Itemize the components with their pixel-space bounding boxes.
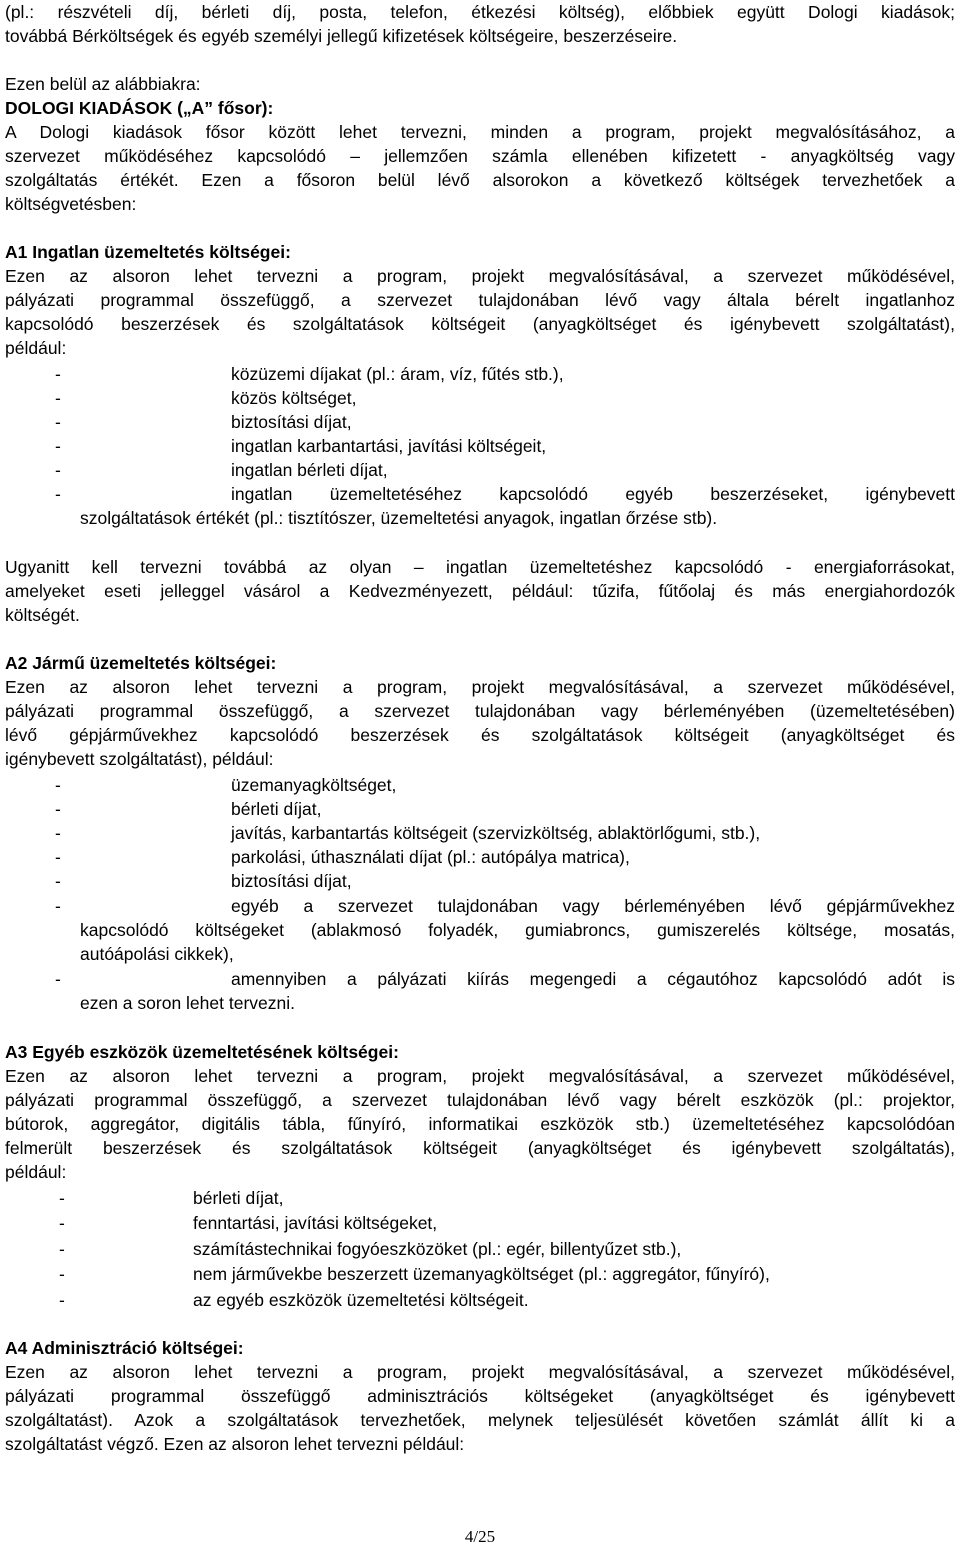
bullet-dash: - xyxy=(55,871,61,891)
a1-line: például: xyxy=(5,338,67,358)
dologi-line: szervezet működéséhez kapcsolódó – jellemzően számla ellenében kifizetett - anyagköltség vagy xyxy=(5,146,955,166)
bullet-dash: - xyxy=(55,436,61,456)
bullet-dash: - xyxy=(55,412,61,432)
bullet-dash: - xyxy=(59,1188,65,1208)
a4-line: szolgáltatást végző. Ezen az alsoron lehet tervezni például: xyxy=(5,1434,465,1454)
bullet-dash: - xyxy=(55,896,61,916)
a4-heading: A4 Adminisztráció költségei: xyxy=(5,1338,244,1358)
bullet-dash: - xyxy=(55,823,61,843)
list-item: - bérleti díjat, xyxy=(59,1188,284,1208)
bullet-dash: - xyxy=(59,1239,65,1259)
a4-line: szolgáltatást). Azok a szolgáltatások tervezhetőek, melynek teljesülését követően számlát állít ki a xyxy=(5,1410,955,1430)
dologi-line: költségvetésben: xyxy=(5,194,137,214)
bullet-dash: - xyxy=(55,969,61,989)
bullet-dash: - xyxy=(59,1290,65,1310)
intro-line-1: (pl.: részvételi díj, bérleti díj, posta, telefon, étkezési költség), előbbiek együtt Dologi kiadások; xyxy=(5,2,955,22)
a2-heading: A2 Jármű üzemeltetés költségei: xyxy=(5,653,277,673)
intro-line-2: továbbá Bérköltségek és egyéb személyi jellegű kifizetések költségeire, beszerzéseire. xyxy=(5,26,678,46)
bullet-dash: - xyxy=(59,1213,65,1233)
list-item: - parkolási, úthasználati díjat (pl.: autópálya matrica), xyxy=(55,847,630,867)
bullet-dash: - xyxy=(55,364,61,384)
a1-para-line: költségét. xyxy=(5,605,80,625)
page-number: 4/25 xyxy=(464,1527,496,1546)
a2-line: igénybevett szolgáltatást), például: xyxy=(5,749,274,769)
list-item: - bérleti díjat, xyxy=(55,799,322,819)
bullet-dash: - xyxy=(55,847,61,867)
bullet-dash: - xyxy=(55,484,61,504)
a2-line: pályázati programmal összefüggő, a szervezet tulajdonában vagy bérleményében (üzemeltetésében) xyxy=(5,701,955,721)
list-item: - közös költséget, xyxy=(55,388,357,408)
a3-line: például: xyxy=(5,1162,67,1182)
a1-heading: A1 Ingatlan üzemeltetés költségei: xyxy=(5,242,291,262)
bullet-dash: - xyxy=(55,775,61,795)
a1-para-line: amelyeket eseti jelleggel vásárol a Kedvezményezett, például: tűzifa, fűtőolaj és más energiahordozók xyxy=(5,581,955,601)
a1-line: kapcsolódó beszerzések és szolgáltatások költségeit (anyagköltséget és igénybevett szolgáltatást), xyxy=(5,314,955,334)
dologi-line: szolgáltatás értékét. Ezen a fősoron belül lévő alsorokon a következő költségek tervezhetőek a xyxy=(5,170,955,190)
a1-line: pályázati programmal összefüggő, a szervezet tulajdonában lévő vagy általa bérelt ingatlanhoz xyxy=(5,290,955,310)
dologi-line: A Dologi kiadások fősor között lehet tervezni, minden a program, projekt megvalósításához, a xyxy=(5,122,955,142)
a3-line: bútorok, aggregátor, digitális tábla, fűnyíró, informatikai eszközök stb.) üzemeltetéséhez kapcsolódóan xyxy=(5,1114,955,1134)
list-item: - ingatlan karbantartási, javítási költségeit, xyxy=(55,436,547,456)
a3-line: Ezen az alsoron lehet tervezni a program, projekt megvalósításával, a szervezet működésével, xyxy=(5,1066,955,1086)
list-item: - közüzemi díjakat (pl.: áram, víz, fűtés stb.), xyxy=(55,364,564,384)
a2-line: Ezen az alsoron lehet tervezni a program, projekt megvalósításával, a szervezet működésével, xyxy=(5,677,955,697)
a3-line: felmerült beszerzések és szolgáltatások költségeit (anyagköltséget és igénybevett szolgáltatás), xyxy=(5,1138,955,1158)
list-item: - nem járművekbe beszerzett üzemanyagköltséget (pl.: aggregátor, fűnyíró), xyxy=(59,1264,770,1284)
list-item: - számítástechnikai fogyóeszközöket (pl.: egér, billentyűzet stb.), xyxy=(59,1239,682,1259)
list-item: - az egyéb eszközök üzemeltetési költségeit. xyxy=(59,1290,529,1310)
bullet-dash: - xyxy=(55,460,61,480)
a1-line: Ezen az alsoron lehet tervezni a program, projekt megvalósításával, a szervezet működésével, xyxy=(5,266,955,286)
list-item: - üzemanyagköltséget, xyxy=(55,775,397,795)
list-item: - biztosítási díjat, xyxy=(55,412,352,432)
list-item: - javítás, karbantartás költségeit (szervizköltség, ablaktörlőgumi, stb.), xyxy=(55,823,761,843)
bullet-dash: - xyxy=(59,1264,65,1284)
a2-line: lévő gépjárművekhez kapcsolódó beszerzések és szolgáltatások költségeit (anyagköltséget és xyxy=(5,725,955,745)
a3-heading: A3 Egyéb eszközök üzemeltetésének költségei: xyxy=(5,1042,399,1062)
list-item-continuation: autóápolási cikkek), xyxy=(80,944,234,964)
list-item: - egyéb a szervezet tulajdonában vagy bérleményében lévő gépjárművekhez xyxy=(55,896,955,916)
a4-line: Ezen az alsoron lehet tervezni a program, projekt megvalósításával, a szervezet működésével, xyxy=(5,1362,955,1382)
list-item-continuation: ezen a soron lehet tervezni. xyxy=(80,993,295,1013)
dologi-lead: Ezen belül az alábbiakra: xyxy=(5,74,201,94)
dologi-heading: DOLOGI KIADÁSOK („A” fősor): xyxy=(5,98,274,118)
list-item: - fenntartási, javítási költségeket, xyxy=(59,1213,438,1233)
list-item-continuation: kapcsolódó költségeket (ablakmosó folyadék, gumiabroncs, gumiszerelés költsége, mosatás, xyxy=(80,920,955,940)
bullet-dash: - xyxy=(55,388,61,408)
a1-para-line: Ugyanitt kell tervezni továbbá az olyan – ingatlan üzemeltetéshez kapcsolódó - energiaforrásokat, xyxy=(5,557,955,577)
list-item-continuation: szolgáltatások értékét (pl.: tisztítószer, üzemeltetési anyagok, ingatlan őrzése stb). xyxy=(80,508,718,528)
list-item: - biztosítási díjat, xyxy=(55,871,352,891)
list-item: - amennyiben a pályázati kiírás megengedi a cégautóhoz kapcsolódó adót is xyxy=(55,969,955,989)
list-item: - ingatlan üzemeltetéséhez kapcsolódó egyéb beszerzéseket, igénybevett xyxy=(55,484,955,504)
a3-line: pályázati programmal összefüggő, a szervezet tulajdonában lévő vagy bérelt eszközök (pl.: projektor, xyxy=(5,1090,955,1110)
a4-line: pályázati programmal összefüggő adminisztrációs költségeket (anyagköltséget és igénybevett xyxy=(5,1386,955,1406)
bullet-dash: - xyxy=(55,799,61,819)
list-item: - ingatlan bérleti díjat, xyxy=(55,460,388,480)
